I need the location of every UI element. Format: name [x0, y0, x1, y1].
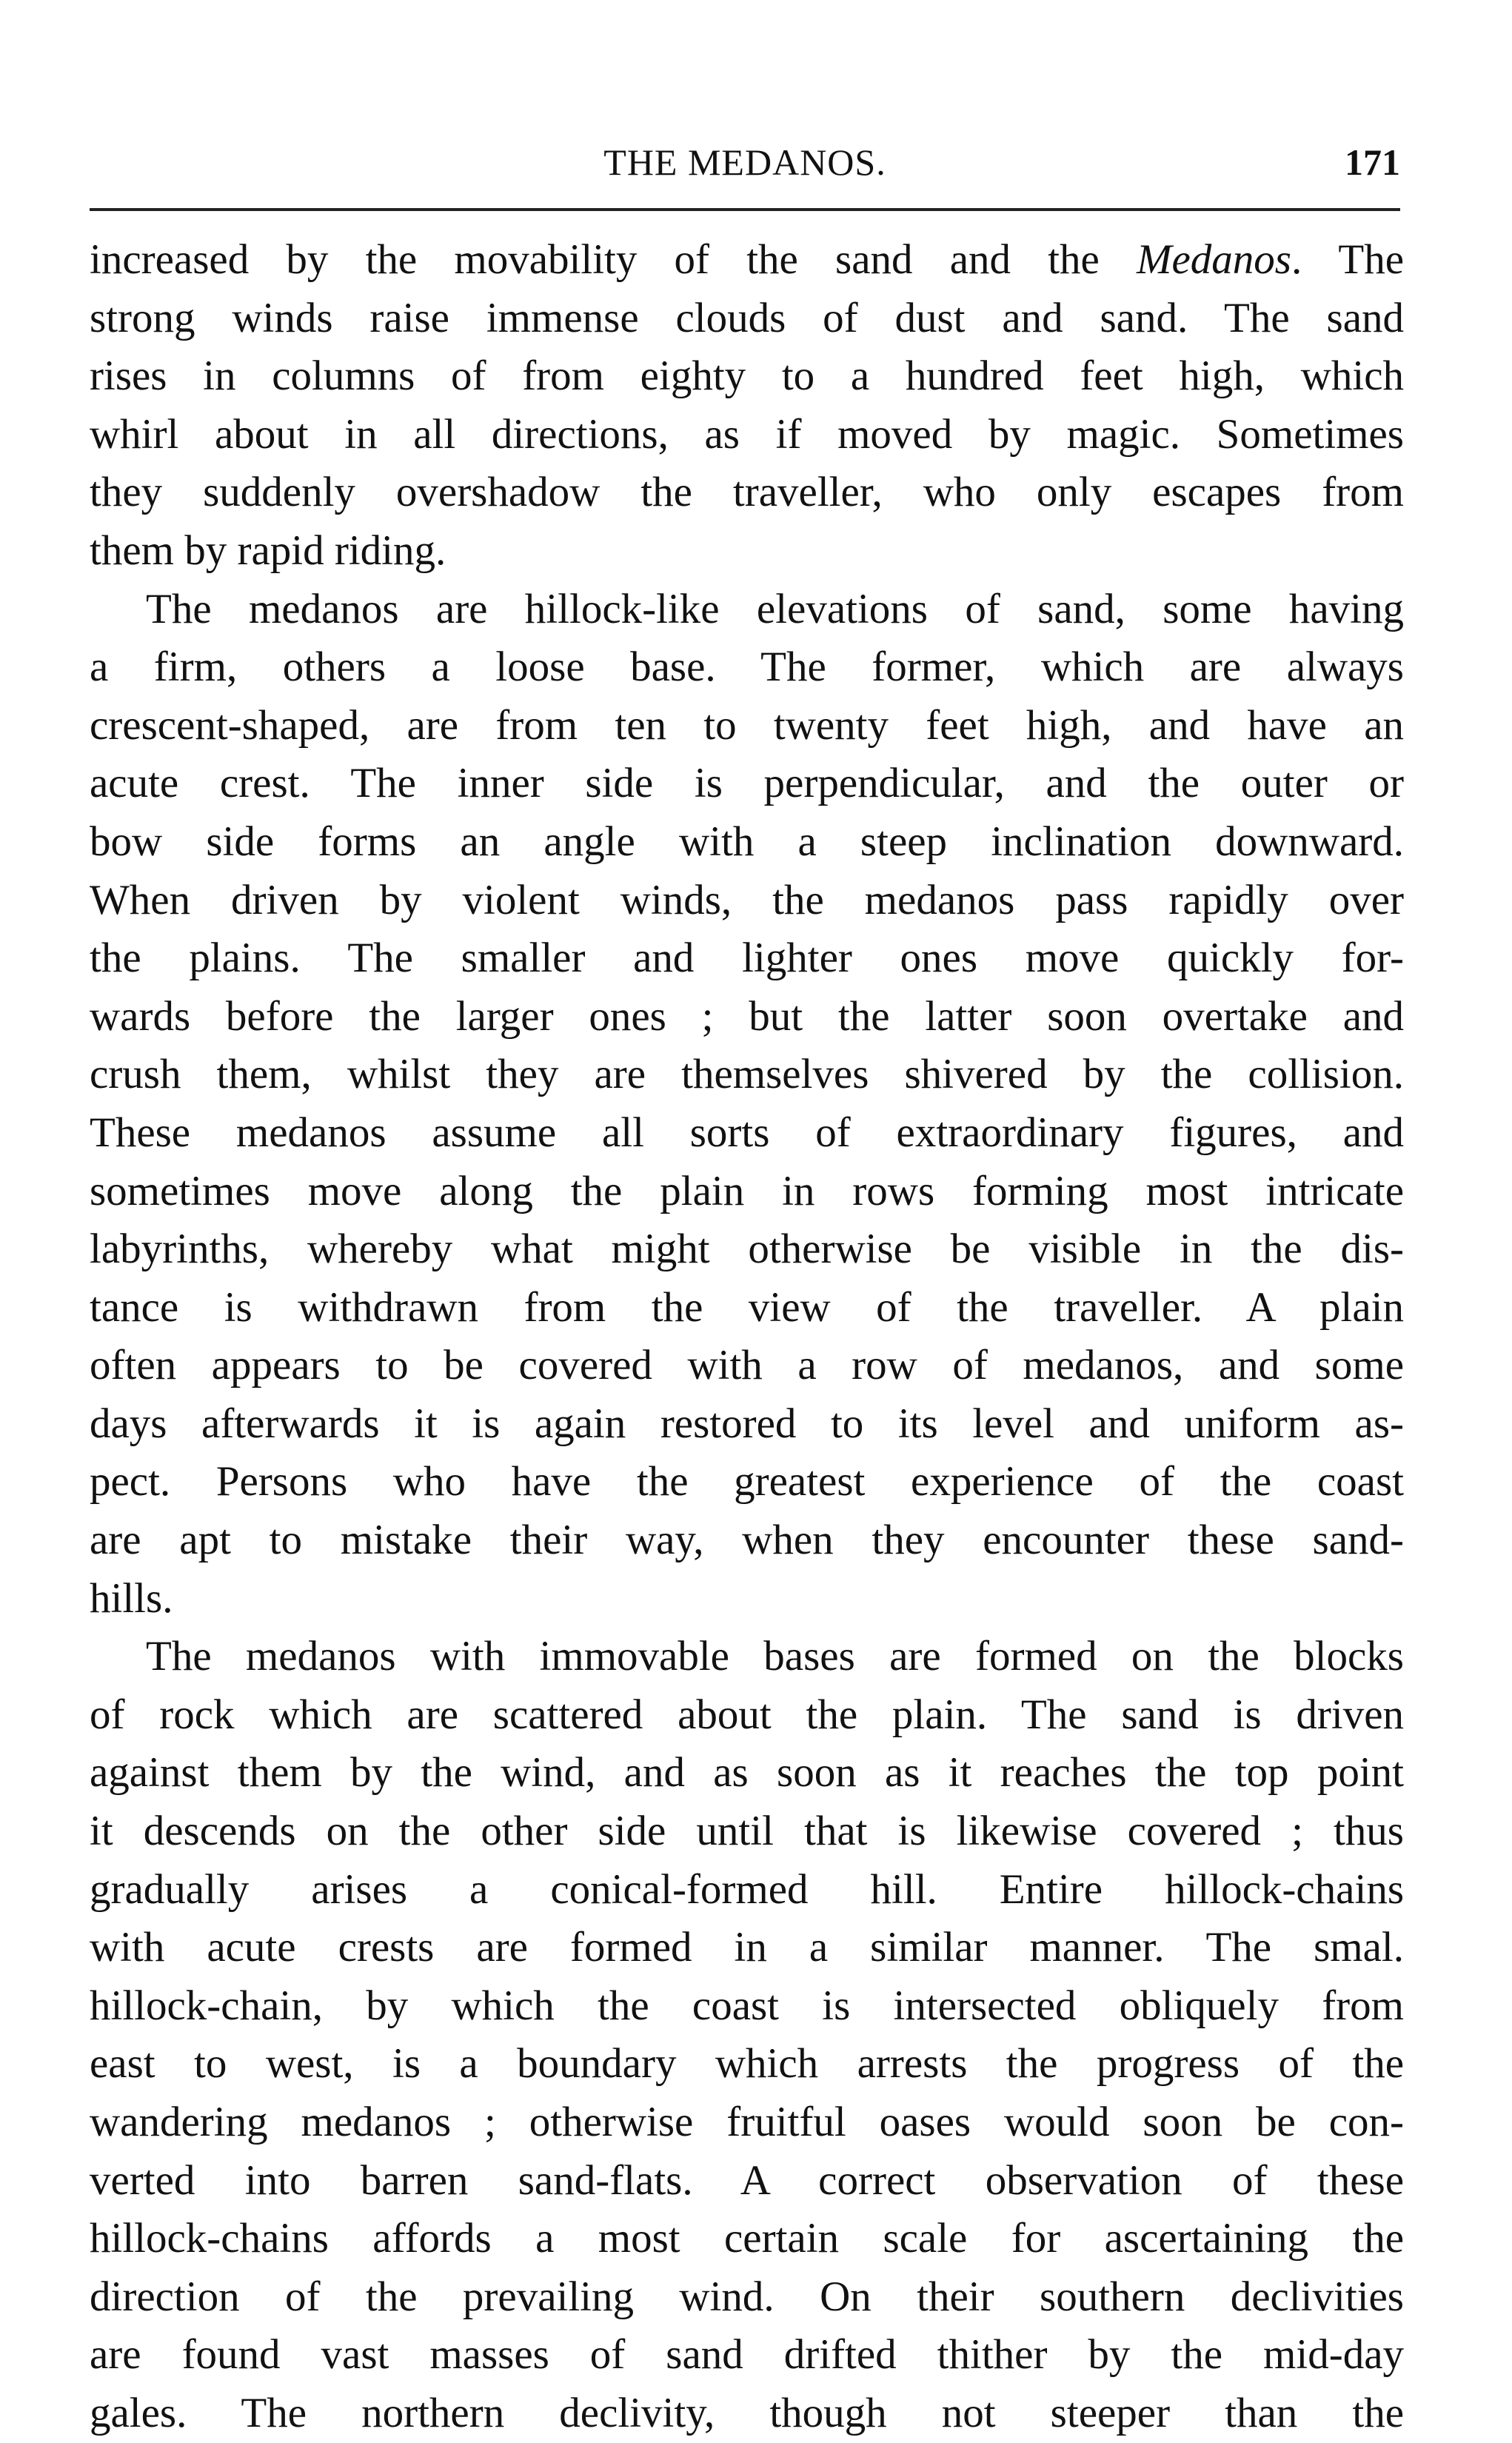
line-text: of rock which are scattered about the plain. The sand is driven [90, 1691, 1404, 1738]
text-line-p3-6 [90, 1919, 1404, 1977]
line-text: with acute crests are formed in a similar manner. The smal. [90, 1924, 1404, 1971]
line-text: often appears to be covered with a row of medanos, and some [90, 1342, 1404, 1389]
text-line-p2-3 [90, 697, 1404, 755]
line-text: acute crest. The inner side is perpendicular, and the outer or [90, 760, 1404, 807]
italic-term: Medanos [1137, 236, 1291, 283]
line-text: The medanos with immovable bases are formed on the blocks [146, 1633, 1404, 1680]
text-line-p2-10 [90, 1104, 1404, 1163]
line-text: When driven by violent winds, the medanos pass rapidly over [90, 876, 1404, 923]
text-line-p2-8 [90, 988, 1404, 1046]
line-text: labyrinths, whereby what might otherwise be visible in the dis- [90, 1226, 1404, 1273]
line-text: direction of the prevailing wind. On their southern declivities [90, 2273, 1404, 2320]
text-line-p2-4 [90, 755, 1404, 813]
line-text: whirl about in all directions, as if moved by magic. Sometimes [90, 410, 1404, 458]
line-text: bow side forms an angle with a steep inclination downward. [90, 818, 1404, 865]
text-line-p1-1 [90, 231, 1404, 290]
line-text: a firm, others a loose base. The former, which are always [90, 644, 1404, 691]
line-text: the plains. The smaller and lighter ones move quickly for- [90, 935, 1404, 982]
text-line-p3-4 [90, 1802, 1404, 1861]
text-line-p3-11 [90, 2210, 1404, 2268]
text-line-p2-6 [90, 872, 1404, 930]
text-line-p2-5 [90, 813, 1404, 872]
page-number: 171 [1345, 141, 1400, 183]
text-line-p3-13 [90, 2326, 1404, 2384]
running-title: THE MEDANOS. [603, 141, 886, 183]
line-text: gradually arises a conical-formed hill. Entire hillock-chains [90, 1865, 1404, 1913]
text-line-p2-11 [90, 1163, 1404, 1221]
line-text: crush them, whilst they are themselves shivered by the collision. [90, 1051, 1404, 1098]
text-line-p1-4 [90, 406, 1404, 464]
text-line-p1-3 [90, 347, 1404, 406]
text-line-p2-2 [90, 638, 1404, 697]
text-line-p1-5 [90, 464, 1404, 522]
text-line-p2-17 [90, 1511, 1404, 1570]
line-text: them by rapid riding. [90, 527, 446, 574]
text-line-p3-10 [90, 2152, 1404, 2210]
text-line-p2-18 [90, 1570, 1404, 1628]
line-text: east to west, is a boundary which arrests the progress of the [90, 2040, 1404, 2088]
text-line-p2-13 [90, 1279, 1404, 1337]
line-text: These medanos assume all sorts of extraordinary figures, and [90, 1109, 1404, 1156]
line-text: rises in columns of from eighty to a hundred feet high, which [90, 352, 1404, 400]
text-line-p2-14 [90, 1337, 1404, 1395]
line-text: crescent-shaped, are from ten to twenty feet high, and have an [90, 701, 1404, 749]
text-line-p1-2 [90, 290, 1404, 348]
text-line-p3-5 [90, 1861, 1404, 1919]
text-line-p3-7 [90, 1977, 1404, 2036]
text-line-p2-9 [90, 1046, 1404, 1104]
paragraph-1 [90, 231, 1404, 581]
line-text: verted into barren sand-flats. A correct observation of these [90, 2156, 1404, 2204]
text-line-p1-6 [90, 522, 1404, 581]
line-text: hillock-chains affords a most certain scale for ascertaining the [90, 2215, 1404, 2262]
header-rule [90, 208, 1400, 211]
text-line-p3-1 [90, 1628, 1404, 1686]
line-text: wards before the larger ones ; but the latter soon overtake and [90, 992, 1404, 1040]
line-text: sometimes move along the plain in rows forming most intricate [90, 1167, 1404, 1214]
text-line-p3-12 [90, 2268, 1404, 2327]
line-text: days afterwards it is again restored to its level and uniform as- [90, 1400, 1404, 1447]
line-text: hills. [90, 1574, 173, 1622]
paragraph-3 [90, 1628, 1404, 2442]
text-line-p3-3 [90, 1744, 1404, 1802]
line-text: increased by the movability of the sand and the Medanos. The [90, 236, 1404, 283]
text-line-p3-2 [90, 1686, 1404, 1745]
text-line-p2-12 [90, 1220, 1404, 1279]
line-text: tance is withdrawn from the view of the traveller. A plain [90, 1283, 1404, 1331]
line-text: The medanos are hillock-like elevations of sand, some having [146, 585, 1404, 632]
line-text: strong winds raise immense clouds of dust and sand. The sand [90, 294, 1404, 341]
line-text: are apt to mistake their way, when they encounter these sand- [90, 1517, 1404, 1564]
line-text: wandering medanos ; otherwise fruitful oases would soon be con- [90, 2099, 1404, 2145]
text-line-p2-16 [90, 1453, 1404, 1511]
body-text [90, 231, 1404, 2443]
text-line-p2-7 [90, 929, 1404, 988]
line-text: gales. The northern declivity, though not steeper than the [90, 2389, 1404, 2436]
text-line-p3-9 [90, 2093, 1404, 2152]
running-header [90, 141, 1400, 193]
text-line-p3-8 [90, 2035, 1404, 2093]
line-text: pect. Persons who have the greatest experience of the coast [90, 1458, 1404, 1505]
line-text: they suddenly overshadow the traveller, who only escapes from [90, 469, 1404, 516]
text-line-p3-14 [90, 2384, 1404, 2443]
line-text: hillock-chain, by which the coast is intersected obliquely from [90, 1982, 1404, 2029]
text-line-p2-15 [90, 1395, 1404, 1454]
line-text: it descends on the other side until that is likewise covered ; thus [90, 1808, 1404, 1855]
line-text: are found vast masses of sand drifted thither by the mid-day [90, 2331, 1404, 2379]
line-text: against them by the wind, and as soon as it reaches the top point [90, 1749, 1404, 1797]
text-line-p2-1 [90, 581, 1404, 639]
paragraph-2 [90, 581, 1404, 1628]
